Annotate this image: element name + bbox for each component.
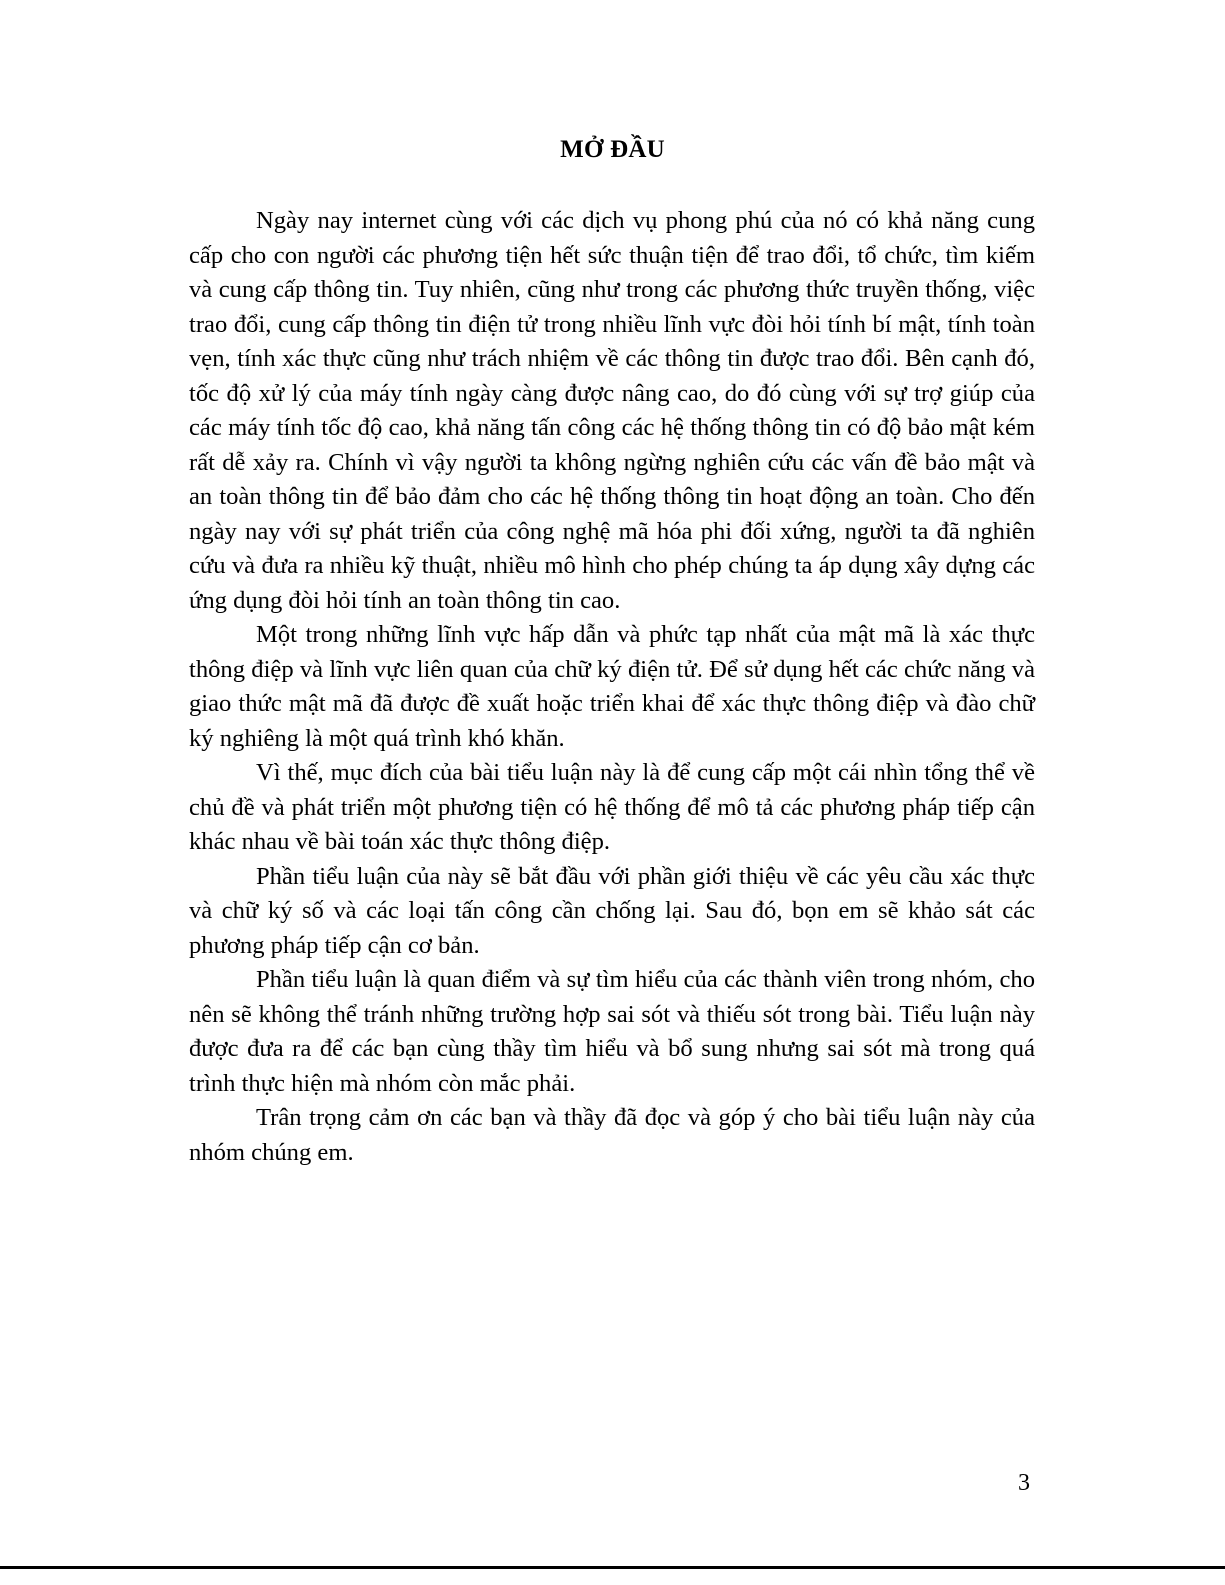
paragraph-2: Một trong những lĩnh vực hấp dẫn và phức tạp nhất của mật mã là xác thực thông điệp và lĩnh vực liên quan của chữ ký điện tử. Để sử dụng hết các chức năng và giao thức mật mã đã được đề xuất hoặc triển khai để xác thực thông điệp và đào chữ ký nghiêng là một quá trình khó khăn. bbox=[189, 621, 1035, 752]
paragraph-4: Phần tiểu luận của này sẽ bắt đầu với phần giới thiệu về các yêu cầu xác thực và chữ ký số và các loại tấn công cần chống lại. Sau đó, bọn em sẽ khảo sát các phương pháp tiếp cận cơ bản. bbox=[189, 862, 1035, 959]
page-title: MỞ ĐẦU bbox=[560, 136, 665, 163]
page-number: 3 bbox=[1018, 1470, 1030, 1496]
paragraph-3: Vì thế, mục đích của bài tiểu luận này là để cung cấp một cái nhìn tổng thể về chủ đề và phát triển một phương tiện có hệ thống để mô tả các phương pháp tiếp cận khác nhau về bài toán xác thực thông điệp. bbox=[189, 759, 1035, 855]
paragraph-1: Ngày nay internet cùng với các dịch vụ phong phú của nó có khả năng cung cấp cho con người các phương tiện hết sức thuận tiện để trao đổi, tổ chức, tìm kiếm và cung cấp thông tin. Tuy nhiên, cũng như trong các phương thức truyền thống, việc trao đổi, cung cấp thông tin điện tử trong nhiều lĩnh vực đòi hỏi tính bí mật, tính toàn vẹn, tính xác thực cũng như trách nhiệm về các thông tin được trao đổi. Bên cạnh đó, tốc độ xử lý của máy tính ngày càng được nâng cao, do đó cùng với sự trợ giúp của các máy tính tốc độ cao, khả năng tấn công các hệ thống thông tin có độ bảo mật kém rất dễ xảy ra. Chính vì vậy người ta không ngừng nghiên cứu các vấn đề bảo mật và an toàn thông tin để bảo đảm cho các hệ thống thông tin hoạt động an toàn. Cho đến ngày nay với sự phát triển của công nghệ mã hóa phi đối xứng, người ta đã nghiên cứu và đưa ra nhiều kỹ thuật, nhiều mô hình cho phép chúng ta áp dụng xây dựng các ứng dụng đòi hỏi tính an toàn thông tin cao. bbox=[189, 207, 1035, 614]
paragraph-5: Phần tiểu luận là quan điểm và sự tìm hiểu của các thành viên trong nhóm, cho nên sẽ không thể tránh những trường hợp sai sót và thiếu sót trong bài. Tiểu luận này được đưa ra để các bạn cùng thầy tìm hiểu và bổ sung nhưng sai sót mà trong quá trình thực hiện mà nhóm còn mắc phải. bbox=[189, 966, 1035, 1097]
paragraph-6: Trân trọng cảm ơn các bạn và thầy đã đọc và góp ý cho bài tiểu luận này của nhóm chúng em. bbox=[189, 1104, 1035, 1166]
bottom-divider bbox=[0, 1566, 1225, 1569]
body-text bbox=[189, 204, 1035, 1170]
